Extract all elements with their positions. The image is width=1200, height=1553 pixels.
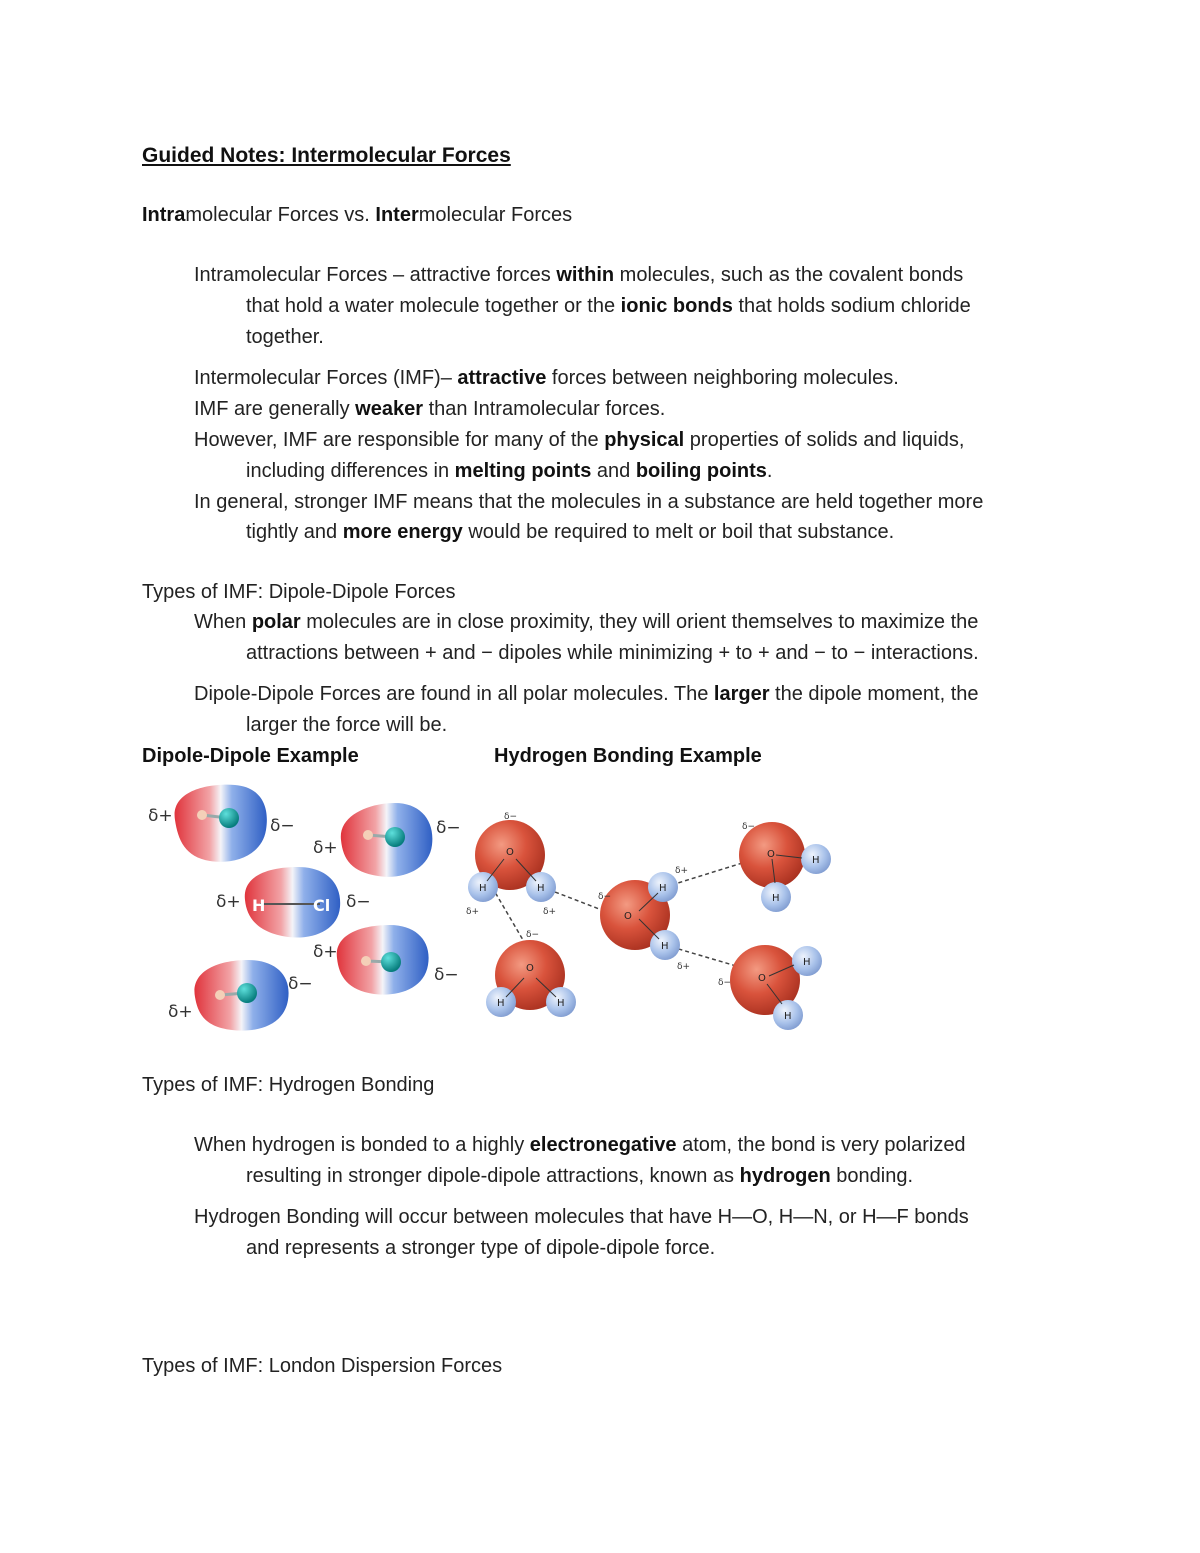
subtitle-text-2: molecular Forces xyxy=(418,204,573,226)
imf-figure xyxy=(140,775,840,1040)
text: . xyxy=(766,460,773,482)
delta-minus-label: δ− xyxy=(526,930,540,940)
delta-minus-label: δ− xyxy=(346,892,371,912)
imf-physical-line-2 xyxy=(246,456,772,487)
hydrogen-label: H xyxy=(537,883,545,894)
bold-text: boiling points xyxy=(635,460,767,482)
text: resulting in stronger dipole-dipole attractions, known as xyxy=(246,1165,740,1187)
bold-text: electronegative xyxy=(529,1134,677,1156)
delta-plus-label: δ+ xyxy=(677,962,691,972)
imf-physical-line-1 xyxy=(194,425,964,456)
hydrogen-label: H xyxy=(661,941,669,952)
text: the dipole moment, the xyxy=(769,683,979,705)
intra-def-line-3: together. xyxy=(246,326,324,348)
delta-minus-label: δ− xyxy=(434,965,459,985)
hcl-h-label: H xyxy=(252,896,266,915)
delta-plus-label: δ+ xyxy=(168,1002,193,1022)
imf-stronger-line-1: In general, stronger IMF means that the molecules in a substance are held together more xyxy=(194,491,984,513)
oxygen-label: O xyxy=(624,911,632,922)
hbond-p1-line-2 xyxy=(246,1161,913,1192)
intra-def-line-1 xyxy=(194,260,963,291)
hydrogen-atom xyxy=(197,810,207,820)
hydrogen-label: H xyxy=(812,855,820,866)
text: Intermolecular Forces (IMF)– xyxy=(194,367,458,389)
hbond-example-label: Hydrogen Bonding Example xyxy=(494,745,762,767)
hydrogen-label: H xyxy=(659,883,667,894)
text: including differences in xyxy=(246,460,455,482)
intra-def-line-2 xyxy=(246,291,971,322)
dipole-p1-line-2: attractions between + and − dipoles while minimizing + to + and − to − interactions. xyxy=(246,642,979,664)
hbond-p1-line-1 xyxy=(194,1130,966,1161)
hydrogen-atom xyxy=(361,956,371,966)
text: that hold a water molecule together or the xyxy=(246,295,621,317)
oxygen-label: O xyxy=(526,963,534,974)
hydrogen-label: H xyxy=(772,893,780,904)
bold-text: larger xyxy=(713,683,770,705)
text: IMF are generally xyxy=(194,398,356,420)
chlorine-atom xyxy=(381,952,401,972)
hydrogen-label: H xyxy=(803,957,811,968)
oxygen-label: O xyxy=(506,847,514,858)
dipole-p2-line-2: larger the force will be. xyxy=(246,714,448,736)
text: would be required to melt or boil that substance. xyxy=(462,521,895,543)
delta-minus-label: δ− xyxy=(288,974,313,994)
hydrogen-label: H xyxy=(497,998,505,1009)
text: However, IMF are responsible for many of the xyxy=(194,429,605,451)
hydrogen-atom xyxy=(215,990,225,1000)
delta-minus-label: δ− xyxy=(718,978,732,988)
text: tightly and xyxy=(246,521,343,543)
inter-def-line xyxy=(194,363,899,394)
oxygen-label: O xyxy=(767,849,775,860)
bold-text: ionic bonds xyxy=(620,295,733,317)
dipole-molecule-1 xyxy=(175,785,267,862)
delta-minus-label: δ− xyxy=(598,892,612,902)
dipole-example-label: Dipole-Dipole Example xyxy=(142,745,359,767)
delta-plus-label: δ+ xyxy=(313,942,338,962)
chlorine-atom xyxy=(237,983,257,1003)
text: When xyxy=(194,611,252,633)
delta-minus-label: δ− xyxy=(742,822,756,832)
text: than Intramolecular forces. xyxy=(423,398,666,420)
hbond-section-heading: Types of IMF: Hydrogen Bonding xyxy=(142,1074,435,1096)
text: that holds sodium chloride xyxy=(732,295,971,317)
text: molecules are in close proximity, they will orient themselves to maximize the xyxy=(300,611,979,633)
water-molecule-4 xyxy=(739,822,831,912)
oxygen-label: O xyxy=(758,973,766,984)
subtitle-inter-bold: Inter xyxy=(375,204,419,226)
hydrogen-label: H xyxy=(557,998,565,1009)
hydrogen-atom xyxy=(363,830,373,840)
dipole-p1-line-1 xyxy=(194,607,978,638)
bold-text: melting points xyxy=(454,460,592,482)
hydrogen-bond-line xyxy=(492,887,523,940)
text: When hydrogen is bonded to a highly xyxy=(194,1134,530,1156)
chlorine-atom xyxy=(219,808,239,828)
delta-minus-label: δ− xyxy=(436,818,461,838)
chlorine-atom xyxy=(385,827,405,847)
text: bonding. xyxy=(830,1165,914,1187)
bold-text: hydrogen xyxy=(739,1165,831,1187)
delta-minus-label: δ− xyxy=(504,812,518,822)
dipole-section-heading: Types of IMF: Dipole-Dipole Forces xyxy=(142,581,456,603)
subtitle-intra-bold: Intra xyxy=(142,204,186,226)
bold-text: within xyxy=(556,264,615,286)
text: Intramolecular Forces – attractive forces xyxy=(194,264,557,286)
imf-stronger-line-2 xyxy=(246,517,894,548)
subtitle-line xyxy=(142,200,572,231)
delta-plus-label: δ+ xyxy=(148,806,173,826)
hydrogen-label: H xyxy=(479,883,487,894)
text: forces between neighboring molecules. xyxy=(546,367,899,389)
hydrogen-label: H xyxy=(784,1011,792,1022)
delta-plus-label: δ+ xyxy=(313,838,338,858)
bold-text: weaker xyxy=(355,398,424,420)
dipole-molecule-2 xyxy=(341,803,433,877)
text: atom, the bond is very polarized xyxy=(676,1134,966,1156)
bold-text: attractive xyxy=(457,367,547,389)
text: properties of solids and liquids, xyxy=(684,429,965,451)
dipole-molecule-4 xyxy=(337,925,429,995)
london-section-heading: Types of IMF: London Dispersion Forces xyxy=(142,1355,503,1377)
dipole-molecule-3 xyxy=(194,960,288,1031)
imf-weaker-line xyxy=(194,394,665,425)
delta-plus-label: δ+ xyxy=(216,892,241,912)
bold-text: polar xyxy=(251,611,301,633)
page-title: Guided Notes: Intermolecular Forces xyxy=(142,144,511,167)
text: Dipole-Dipole Forces are found in all polar molecules. The xyxy=(194,683,714,705)
delta-plus-label: δ+ xyxy=(675,866,689,876)
delta-minus-label: δ− xyxy=(270,816,295,836)
dipole-p2-line-1 xyxy=(194,679,979,710)
text: and xyxy=(591,460,636,482)
bold-text: more energy xyxy=(342,521,463,543)
bold-text: physical xyxy=(604,429,685,451)
hbond-p2-line-1: Hydrogen Bonding will occur between molecules that have H—O, H—N, or H—F bonds xyxy=(194,1206,969,1228)
text: molecules, such as the covalent bonds xyxy=(614,264,964,286)
subtitle-text-1: molecular Forces vs. xyxy=(185,204,376,226)
hbond-p2-line-2: and represents a stronger type of dipole-dipole force. xyxy=(246,1237,716,1259)
delta-plus-label: δ+ xyxy=(466,907,480,917)
delta-plus-label: δ+ xyxy=(543,907,557,917)
hcl-cl-label: Cl xyxy=(313,896,331,915)
